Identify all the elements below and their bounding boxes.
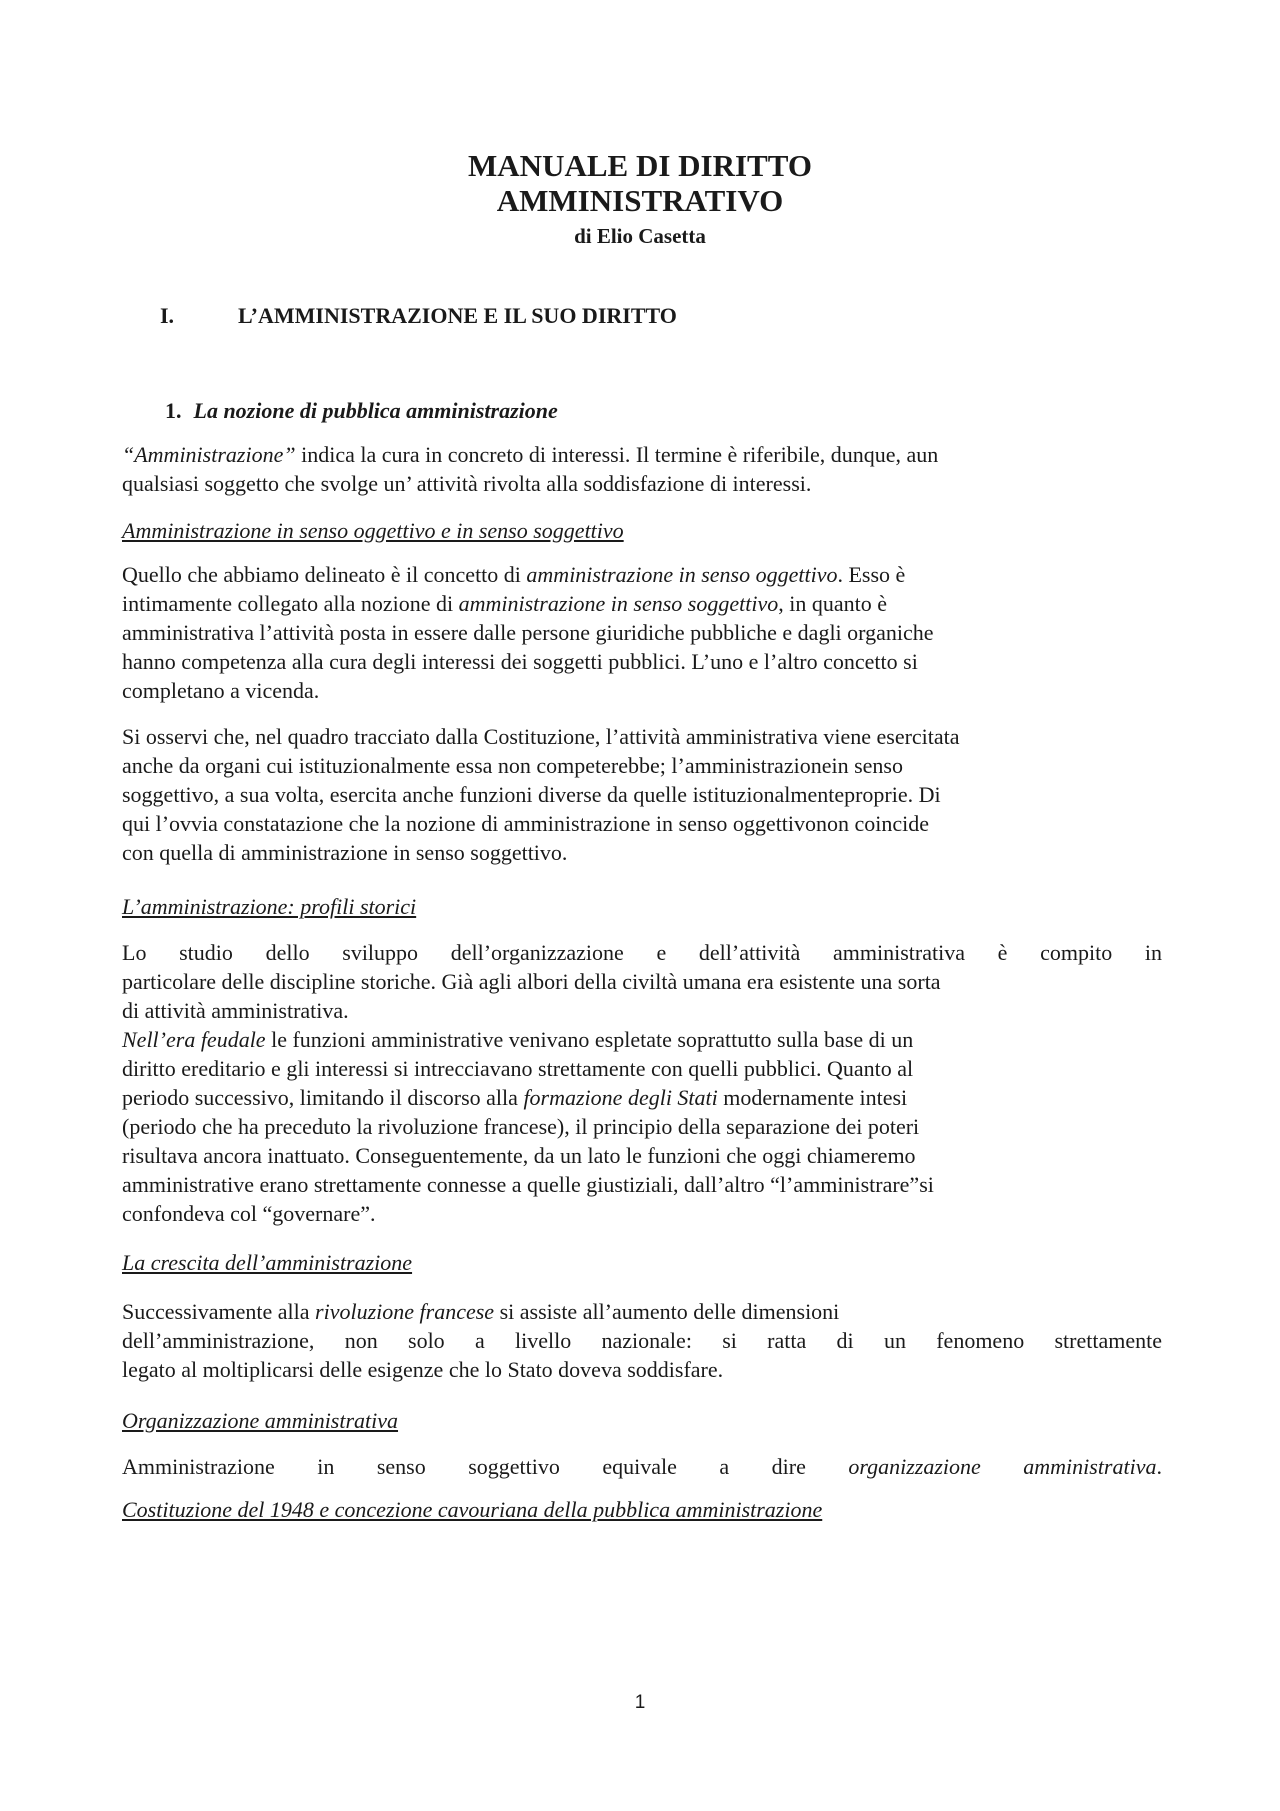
paragraph-text: Amministrazione in senso soggettivo equivale a dire: [122, 1454, 849, 1479]
paragraph-line: [122, 1025, 1162, 1054]
paragraph-line: [122, 1083, 1162, 1112]
italic-text: rivoluzione francese: [315, 1299, 495, 1324]
paragraph-line: completano a vicenda.: [122, 678, 320, 703]
section-heading: [165, 398, 558, 424]
paragraph-text: , in quanto è: [778, 591, 887, 616]
section-number: 1.: [165, 398, 182, 423]
paragraph-text: modernamente intesi: [717, 1085, 908, 1110]
chapter-heading: [160, 303, 677, 329]
paragraph-2: [122, 560, 1162, 705]
paragraph-line: qualsiasi soggetto che svolge un’ attività rivolta alla soddisfazione di interessi.: [122, 471, 812, 496]
section-title: La nozione di pubblica amministrazione: [193, 398, 558, 423]
paragraph-line: diritto ereditario e gli interessi si intrecciavano strettamente con quelli pubblici. Quanto al: [122, 1056, 914, 1081]
paragraph-line: soggettivo, a sua volta, esercita anche funzioni diverse da quelle istituzionalmenteproprie. Di: [122, 782, 941, 807]
paragraph-text: Quello che abbiamo delineato è il concetto di: [122, 562, 527, 587]
paragraph-line: Si osservi che, nel quadro tracciato dalla Costituzione, l’attività amministrativa viene esercitata: [122, 724, 960, 749]
paragraph-text: le funzioni amministrative venivano espletate soprattutto sulla base di un: [265, 1027, 914, 1052]
paragraph-text: Successivamente alla: [122, 1299, 316, 1324]
subheading-costituzione-1948: Costituzione del 1948 e concezione cavouriana della pubblica amministrazione: [122, 1497, 823, 1522]
paragraph-3: [122, 722, 1162, 867]
chapter-number: I.: [160, 303, 175, 328]
document-author: di Elio Casetta: [574, 224, 706, 248]
italic-text: formazione degli Stati: [523, 1085, 718, 1110]
paragraph-line: risultava ancora inattuato. Conseguentemente, da un lato le funzioni che oggi chiameremo: [122, 1143, 916, 1168]
subheading-oggettivo-soggettivo: Amministrazione in senso oggettivo e in senso soggettivo: [122, 518, 624, 543]
paragraph-text: .: [1156, 1454, 1162, 1479]
page-number: 1: [634, 1692, 646, 1713]
paragraph-line: amministrative erano strettamente connesse a quelle giustiziali, dall’altro “l’amministrare”si: [122, 1172, 934, 1197]
paragraph-line: (periodo che ha preceduto la rivoluzione francese), il principio della separazione dei poteri: [122, 1114, 920, 1139]
italic-text: amministrazione in senso soggettivo: [458, 591, 779, 616]
paragraph-line: [122, 560, 1162, 589]
italic-text: amministrazione in senso oggettivo: [526, 562, 838, 587]
paragraph-line: di attività amministrativa.: [122, 998, 349, 1023]
paragraph-text: periodo successivo, limitando il discorso alla: [122, 1085, 524, 1110]
paragraph-4: [122, 938, 1162, 1228]
paragraph-text: si assiste all’aumento delle dimensioni: [494, 1299, 840, 1324]
subheading-organizzazione: Organizzazione amministrativa: [122, 1408, 399, 1433]
italic-text: organizzazione amministrativa: [848, 1454, 1157, 1479]
paragraph-line: particolare delle discipline storiche. Già agli albori della civiltà umana era esistente una sorta: [122, 969, 941, 994]
paragraph-line: legato al moltiplicarsi delle esigenze che lo Stato doveva soddisfare.: [122, 1357, 724, 1382]
document-title-line2: AMMINISTRATIVO: [496, 183, 784, 218]
paragraph-line: [122, 440, 1162, 469]
paragraph-text: intimamente collegato alla nozione di: [122, 591, 459, 616]
chapter-title: L’AMMINISTRAZIONE E IL SUO DIRITTO: [238, 303, 677, 328]
paragraph-line: hanno competenza alla cura degli interessi dei soggetti pubblici. L’uno e l’altro concetto si: [122, 649, 918, 674]
subheading-crescita: La crescita dell’amministrazione: [122, 1250, 413, 1275]
paragraph-line: qui l’ovvia constatazione che la nozione di amministrazione in senso oggettivonon coincide: [122, 811, 930, 836]
term-amministrazione: “Amministrazione”: [122, 442, 296, 467]
paragraph-6: [122, 1452, 1162, 1481]
paragraph-line: anche da organi cui istituzionalmente essa non competerebbe; l’amministrazionein senso: [122, 753, 903, 778]
paragraph-line: [122, 1452, 1162, 1481]
paragraph-line: [122, 1297, 1162, 1326]
paragraph-line: amministrativa l’attività posta in essere dalle persone giuridiche pubbliche e dagli organiche: [122, 620, 934, 645]
paragraph-text: . Esso è: [837, 562, 906, 587]
paragraph-1: [122, 440, 1162, 498]
paragraph-line: [122, 589, 1162, 618]
italic-text: Nell’era feudale: [122, 1027, 266, 1052]
subheading-profili-storici: L’amministrazione: profili storici: [122, 894, 417, 919]
paragraph-5: [122, 1297, 1162, 1384]
paragraph-line: confondeva col “governare”.: [122, 1201, 376, 1226]
paragraph-line: dell’amministrazione, non solo a livello nazionale: si ratta di un fenomeno strettamente: [122, 1328, 1162, 1353]
paragraph-line: con quella di amministrazione in senso soggettivo.: [122, 840, 568, 865]
document-title-line1: MANUALE DI DIRITTO: [468, 148, 812, 183]
paragraph-text: indica la cura in concreto di interessi. Il termine è riferibile, dunque, aun: [295, 442, 939, 467]
paragraph-line: Lo studio dello sviluppo dell’organizzazione e dell’attività amministrativa è compito in: [122, 940, 1162, 965]
